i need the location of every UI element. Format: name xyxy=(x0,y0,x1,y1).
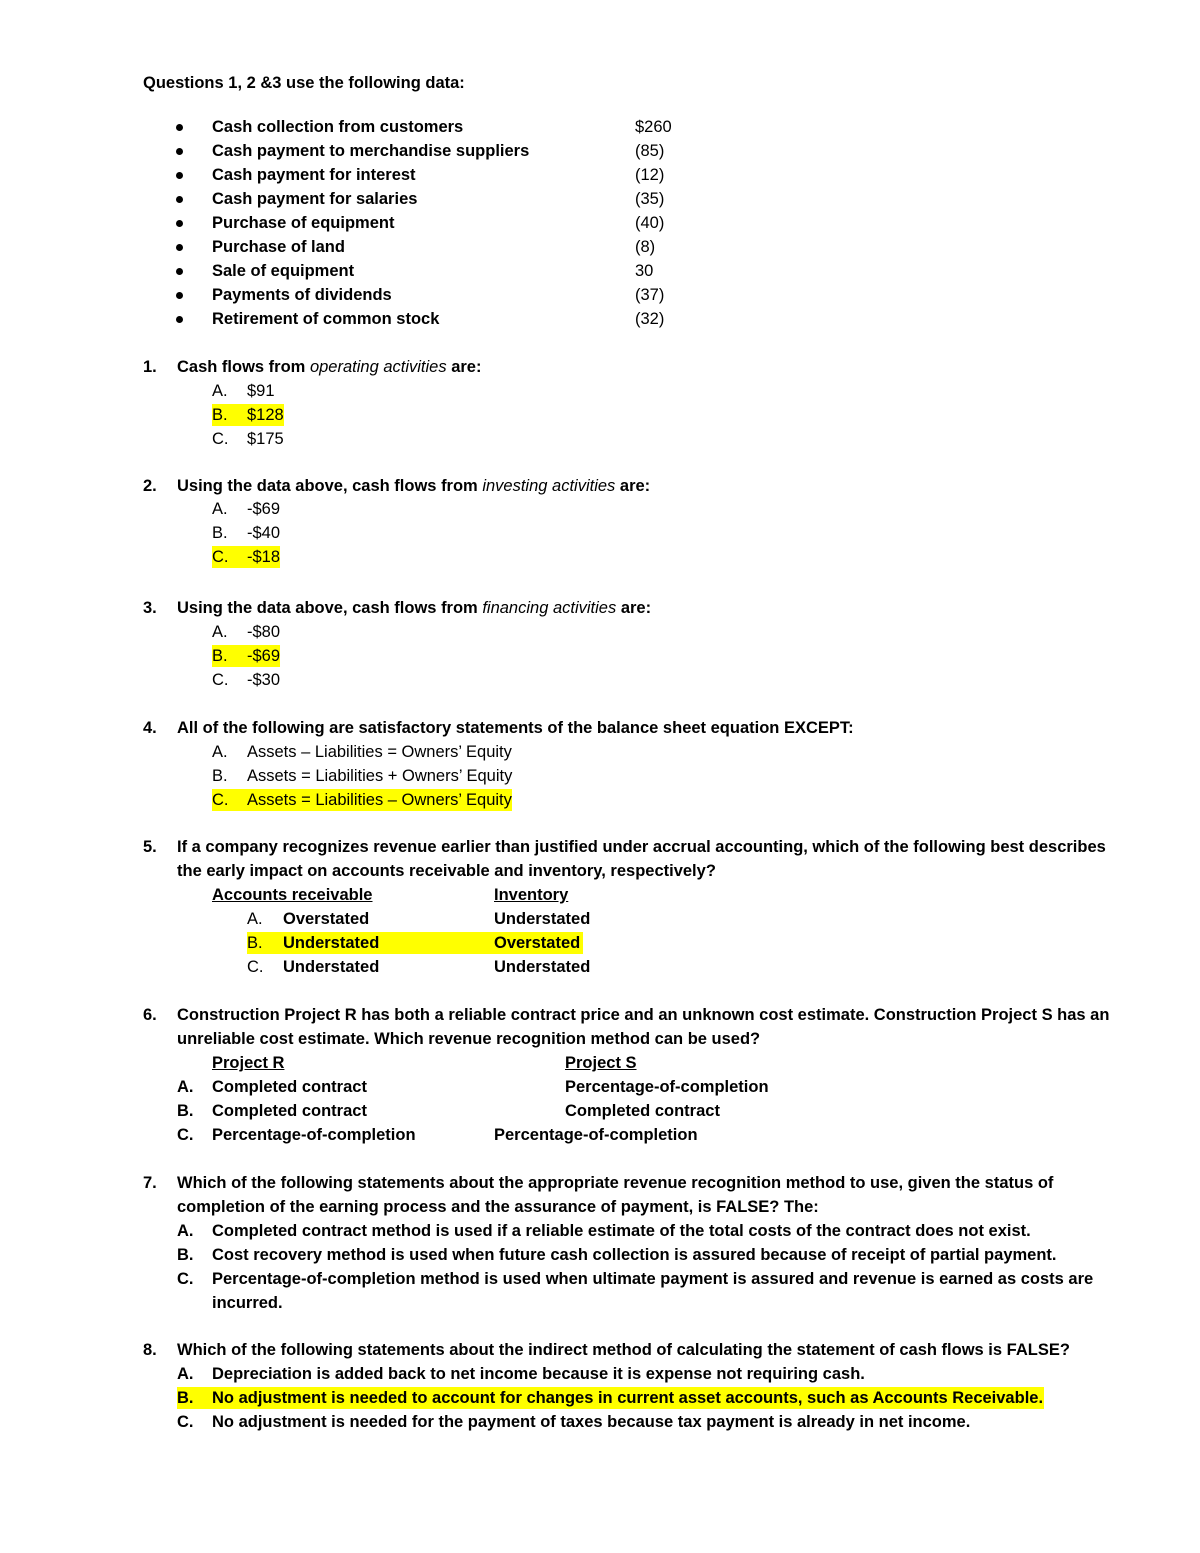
q5-col1-header: Accounts receivable xyxy=(212,886,373,904)
option-letter: B. xyxy=(247,934,263,952)
q7-stem-line1: Which of the following statements about the appropriate revenue recognition method to use, given the status of xyxy=(177,1174,1054,1192)
bullet-icon xyxy=(176,172,183,179)
q2-number: 2. xyxy=(143,477,157,495)
option-letter: B. xyxy=(212,767,228,785)
option-letter: A. xyxy=(247,910,263,928)
option-letter: B. xyxy=(177,1389,194,1407)
data-item-label: Payments of dividends xyxy=(212,286,392,304)
option-text: Assets = Liabilities + Owners’ Equity xyxy=(247,767,513,785)
q1-option-c xyxy=(212,428,284,450)
q6-col2-value: Completed contract xyxy=(565,1102,720,1120)
q3-option-a xyxy=(212,621,280,643)
option-letter: B. xyxy=(177,1102,194,1120)
data-item-label: Purchase of equipment xyxy=(212,214,395,232)
q5-col2-header: Inventory xyxy=(494,886,569,904)
bullet-icon xyxy=(176,148,183,155)
option-text: $175 xyxy=(247,430,284,448)
option-letter: B. xyxy=(212,647,228,665)
bullet-icon xyxy=(176,292,183,299)
q6-col2-value: Percentage-of-completion xyxy=(494,1126,698,1144)
option-text: No adjustment is needed for the payment of taxes because tax payment is already in net income. xyxy=(212,1413,971,1431)
option-letter: C. xyxy=(177,1126,194,1144)
q5-number: 5. xyxy=(143,838,157,856)
option-letter: A. xyxy=(177,1222,194,1240)
option-letter: C. xyxy=(247,958,264,976)
data-item-label: Cash collection from customers xyxy=(212,118,464,136)
data-item-value: (12) xyxy=(635,166,665,184)
q4-stem: All of the following are satisfactory statements of the balance sheet equation EXCEPT: xyxy=(177,719,854,737)
option-letter: C. xyxy=(212,671,229,689)
q8-number: 8. xyxy=(143,1341,157,1359)
option-text: -$30 xyxy=(247,671,281,689)
q6-col1-header: Project R xyxy=(212,1054,285,1072)
option-letter: C. xyxy=(212,548,229,566)
option-letter: B. xyxy=(212,406,228,424)
option-text: -$18 xyxy=(247,548,281,566)
q3-number: 3. xyxy=(143,599,157,617)
q2-stem: Using the data above, cash flows from investing activities are: xyxy=(177,477,651,495)
data-item-label: Sale of equipment xyxy=(212,262,355,280)
bullet-icon xyxy=(176,124,183,131)
option-text: No adjustment is needed to account for changes in current asset accounts, such as Accounts Receivable. xyxy=(212,1389,1044,1407)
q3-stem: Using the data above, cash flows from financing activities are: xyxy=(177,599,652,617)
option-letter: C. xyxy=(212,791,229,809)
q4-option-c xyxy=(212,789,512,811)
q5-col2-value: Understated xyxy=(494,910,591,928)
option-text: -$80 xyxy=(247,623,281,641)
option-text: Completed contract method is used if a reliable estimate of the total costs of the contract does not exist. xyxy=(212,1222,1031,1240)
q6-stem-line2: unreliable cost estimate. Which revenue recognition method can be used? xyxy=(177,1030,761,1048)
data-item-label: Purchase of land xyxy=(212,238,345,256)
option-letter: C. xyxy=(212,430,229,448)
option-text: -$40 xyxy=(247,524,281,542)
q2-option-a xyxy=(212,498,280,520)
data-item-value: (85) xyxy=(635,142,665,160)
q6-number: 6. xyxy=(143,1006,157,1024)
option-letter: A. xyxy=(177,1365,194,1383)
data-item-value: (35) xyxy=(635,190,665,208)
q1-stem: Cash flows from operating activities are: xyxy=(177,358,482,376)
option-text: Assets = Liabilities – Owners’ Equity xyxy=(247,791,512,809)
option-letter: A. xyxy=(212,623,228,641)
data-item-value: 30 xyxy=(635,262,654,280)
q1-option-a xyxy=(212,380,275,402)
option-letter: A. xyxy=(212,500,228,518)
q4-number: 4. xyxy=(143,719,157,737)
q7-stem-line2: completion of the earning process and the assurance of payment, is FALSE? The: xyxy=(177,1198,819,1216)
bullet-icon xyxy=(176,268,183,275)
q5-col1-value: Understated xyxy=(283,958,380,976)
bullet-icon xyxy=(176,220,183,227)
data-item-value: (32) xyxy=(635,310,665,328)
q8-stem: Which of the following statements about the indirect method of calculating the statement of cash flows is FALSE? xyxy=(177,1341,1070,1359)
q1-number: 1. xyxy=(143,358,157,376)
option-letter: A. xyxy=(177,1078,194,1096)
option-text-cont: incurred. xyxy=(212,1294,283,1312)
q6-col1-value: Completed contract xyxy=(212,1102,367,1120)
option-text: Assets – Liabilities = Owners’ Equity xyxy=(247,743,512,761)
option-letter: C. xyxy=(177,1270,194,1288)
data-item-value: (40) xyxy=(635,214,665,232)
q5-stem-line2: the early impact on accounts receivable and inventory, respectively? xyxy=(177,862,716,880)
option-text: Percentage-of-completion method is used when ultimate payment is assured and revenue is earned as costs are xyxy=(212,1270,1094,1288)
option-text: $91 xyxy=(247,382,275,400)
option-letter: A. xyxy=(212,743,228,761)
option-letter: A. xyxy=(212,382,228,400)
intro-text: Questions 1, 2 &3 use the following data: xyxy=(143,74,465,92)
data-item-label: Cash payment for salaries xyxy=(212,190,418,208)
q5-col2-value: Understated xyxy=(494,958,591,976)
q2-option-c xyxy=(212,546,280,568)
q6-col2-value: Percentage-of-completion xyxy=(565,1078,769,1096)
option-letter: B. xyxy=(212,524,228,542)
data-item-label: Retirement of common stock xyxy=(212,310,440,328)
option-text: -$69 xyxy=(247,647,281,665)
data-item-label: Cash payment for interest xyxy=(212,166,416,184)
q7-number: 7. xyxy=(143,1174,157,1192)
data-item-label: Cash payment to merchandise suppliers xyxy=(212,142,530,160)
option-letter: B. xyxy=(177,1246,194,1264)
data-item-value: (8) xyxy=(635,238,656,256)
option-letter: C. xyxy=(177,1413,194,1431)
data-item-value: (37) xyxy=(635,286,665,304)
bullet-icon xyxy=(176,316,183,323)
q5-col2-value: Overstated xyxy=(494,934,581,952)
option-text: Depreciation is added back to net income because it is expense not requiring cash. xyxy=(212,1365,865,1383)
q2-option-b xyxy=(212,522,280,544)
q5-stem-line1: If a company recognizes revenue earlier than justified under accrual accounting, which of the following best describes xyxy=(177,838,1106,856)
q5-col1-value: Overstated xyxy=(283,910,370,928)
q3-option-c xyxy=(212,669,280,691)
q3-option-b xyxy=(212,645,280,667)
q5-col1-value: Understated xyxy=(283,934,380,952)
q4-option-b xyxy=(212,765,512,787)
q4-option-a xyxy=(212,741,512,763)
q1-option-b xyxy=(212,404,284,426)
bullet-icon xyxy=(176,196,183,203)
q6-stem-line1: Construction Project R has both a reliable contract price and an unknown cost estimate. Construction Project S has an xyxy=(177,1006,1110,1024)
q6-col1-value: Completed contract xyxy=(212,1078,367,1096)
option-text: Cost recovery method is used when future cash collection is assured because of receipt of partial payment. xyxy=(212,1246,1057,1264)
q6-col2-header: Project S xyxy=(565,1054,637,1072)
option-text: $128 xyxy=(247,406,284,424)
q6-col1-value: Percentage-of-completion xyxy=(212,1126,416,1144)
option-text: -$69 xyxy=(247,500,281,518)
data-item-value: $260 xyxy=(635,118,672,136)
bullet-icon xyxy=(176,244,183,251)
